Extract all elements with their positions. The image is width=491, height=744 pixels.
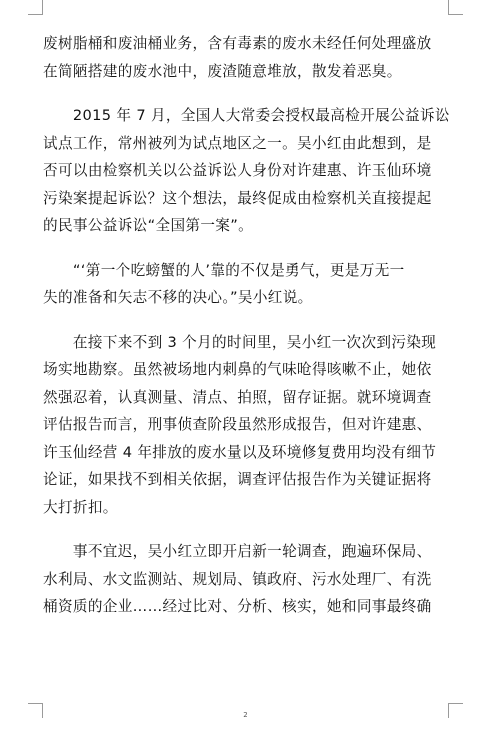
paragraph-1 bbox=[43, 30, 447, 85]
text-line: 试点工作，常州被列为试点地区之一。吴小红由此想到，是 bbox=[43, 134, 432, 152]
text-line: 2015 年 7 月，全国人大常委会授权最高检开展公益诉讼 bbox=[43, 107, 450, 124]
crop-mark-top-left bbox=[28, 0, 43, 15]
text-line: 场实地勘察。虽然被场地内刺鼻的气味呛得咳嗽不止，她依 bbox=[43, 361, 432, 378]
paragraph-3 bbox=[43, 257, 447, 312]
page-number: 2 bbox=[243, 711, 248, 719]
text-line: 失的准备和矢志不移的决心。”吴小红说。 bbox=[43, 289, 313, 306]
text-line: 许玉仙经营 4 年排放的废水量以及环境修复费用均没有细节 bbox=[43, 443, 437, 461]
text-line: 论证，如果找不到相关依据，调查评估报告作为关键证据将 bbox=[43, 471, 432, 488]
text-line: 评估报告而言，刑事侦查阶段虽然形成报告，但对许建惠、 bbox=[43, 416, 432, 433]
text-line: 水利局、水文监测站、规划局、镇政府、污水处理厂、有洗 bbox=[43, 570, 432, 588]
text-line: 事不宜迟，吴小红立即开启新一轮调查，跑遍环保局、 bbox=[43, 543, 432, 560]
text-line: 桶资质的企业……经过比对、分析、核实，她和同事最终确 bbox=[43, 598, 432, 615]
document-body bbox=[43, 30, 450, 638]
text-line: “‘第一个吃螃蟹的人’靠的不仅是勇气，更是万无一 bbox=[43, 261, 405, 279]
paragraph-2 bbox=[43, 102, 450, 240]
paragraph-4 bbox=[43, 329, 447, 522]
text-line: 污染案提起诉讼？这个想法，最终促成由检察机关直接提起 bbox=[43, 189, 432, 207]
text-line: 大打折扣。 bbox=[43, 498, 118, 516]
text-line: 在简陋搭建的废水池中，废渣随意堆放，散发着恶臭。 bbox=[43, 62, 402, 80]
text-line: 废树脂桶和废油桶业务，含有毒素的废水未经任何处理盛放 bbox=[43, 35, 432, 52]
text-line: 在接下来不到 3 个月的时间里，吴小红一次次到污染现 bbox=[43, 333, 437, 351]
crop-mark-top-right bbox=[448, 0, 463, 15]
text-line: 否可以由检察机关以公益诉讼人身份对许建惠、许玉仙环境 bbox=[43, 162, 432, 179]
text-line: 的民事公益诉讼“全国第一案”。 bbox=[43, 217, 254, 234]
paragraph-5 bbox=[43, 538, 447, 621]
text-line: 然强忍着，认真测量、清点、拍照，留存证据。就环境调查 bbox=[43, 388, 432, 406]
